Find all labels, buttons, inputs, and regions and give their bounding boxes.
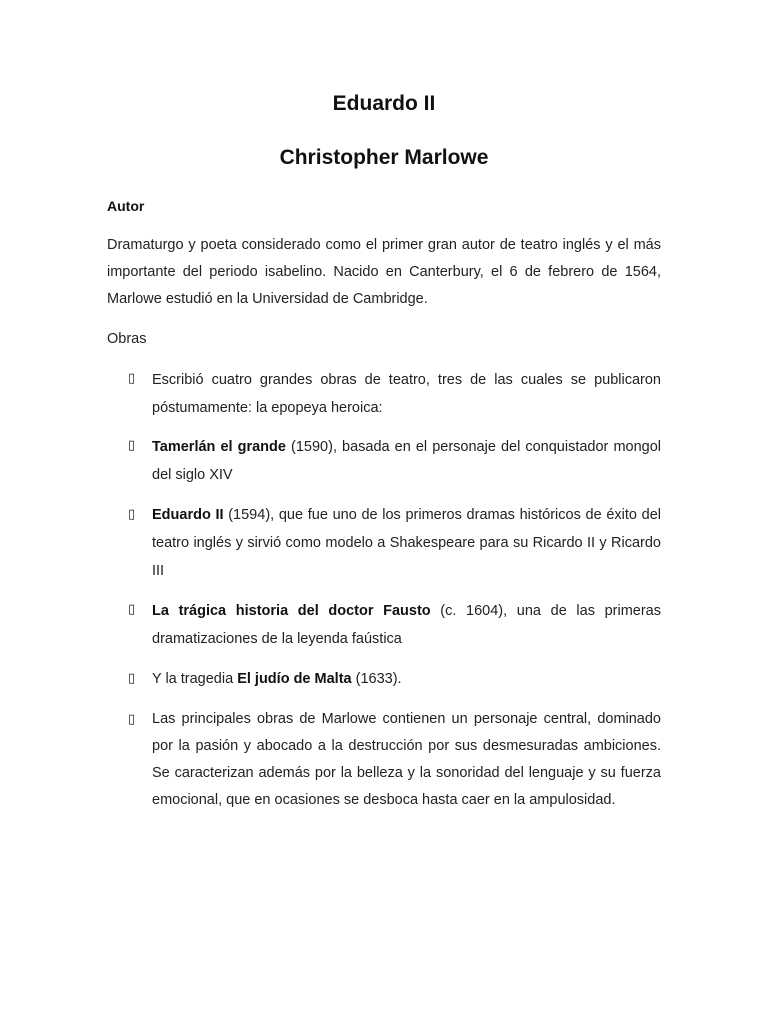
- list-item: [152, 706, 661, 814]
- list-item-bold-title: La trágica historia del doctor Fausto: [152, 603, 431, 619]
- list-item: [152, 665, 661, 693]
- author-paragraph: Dramaturgo y poeta considerado como el primer gran autor de teatro inglés y el más importante del periodo isabelino. Nacido en Canterbury, el 6 de febrero de 1564, Marlowe estudió en la Universidad de Cambridge.: [107, 237, 661, 307]
- list-item: [152, 366, 661, 422]
- bullet-icon: ▯: [128, 711, 136, 726]
- works-label: Obras: [107, 331, 147, 347]
- bullet-icon: ▯: [128, 670, 136, 685]
- section-heading-author: Autor: [107, 198, 145, 214]
- document-title: Eduardo II: [332, 92, 436, 115]
- bullet-icon: ▯: [128, 370, 136, 385]
- list-item-text: (1594), que fue uno de los primeros dramas históricos de éxito del teatro inglés y sirvió como modelo a Shakespeare para su Ricardo II y Ricardo III: [152, 507, 661, 579]
- bullet-icon: ▯: [128, 601, 136, 616]
- list-item-text: (1633).: [351, 671, 402, 687]
- bullet-icon: ▯: [128, 437, 136, 452]
- bullet-icon: ▯: [128, 506, 136, 521]
- list-item-text: (1590), basada en el personaje del conquistador mongol del siglo XIV: [152, 439, 662, 483]
- list-item-bold-title: El judío de Malta: [237, 671, 352, 687]
- list-item-text: (c. 1604), una de las primeras dramatizaciones de la leyenda faústica: [152, 603, 661, 647]
- list-item: [152, 597, 661, 653]
- list-item-text: Las principales obras de Marlowe contienen un personaje central, dominado por la pasión y abocado a la destrucción por sus desmesuradas ambiciones. Se caracterizan además por la belleza y la sonoridad del lenguaje y su fuerza emocional, que en ocasiones se desboca hasta caer en la ampulosidad.: [152, 711, 661, 808]
- list-item: [152, 433, 661, 489]
- list-item-bold-title: Eduardo II: [152, 507, 224, 523]
- list-item-bold-title: Tamerlán el grande: [152, 439, 286, 455]
- list-item-text: Escribió cuatro grandes obras de teatro, tres de las cuales se publicaron póstumamente: la epopeya heroica:: [152, 372, 661, 416]
- list-item-prefix: Y la tragedia: [152, 671, 238, 687]
- list-item: [152, 501, 661, 585]
- document-subtitle: Christopher Marlowe: [279, 146, 489, 169]
